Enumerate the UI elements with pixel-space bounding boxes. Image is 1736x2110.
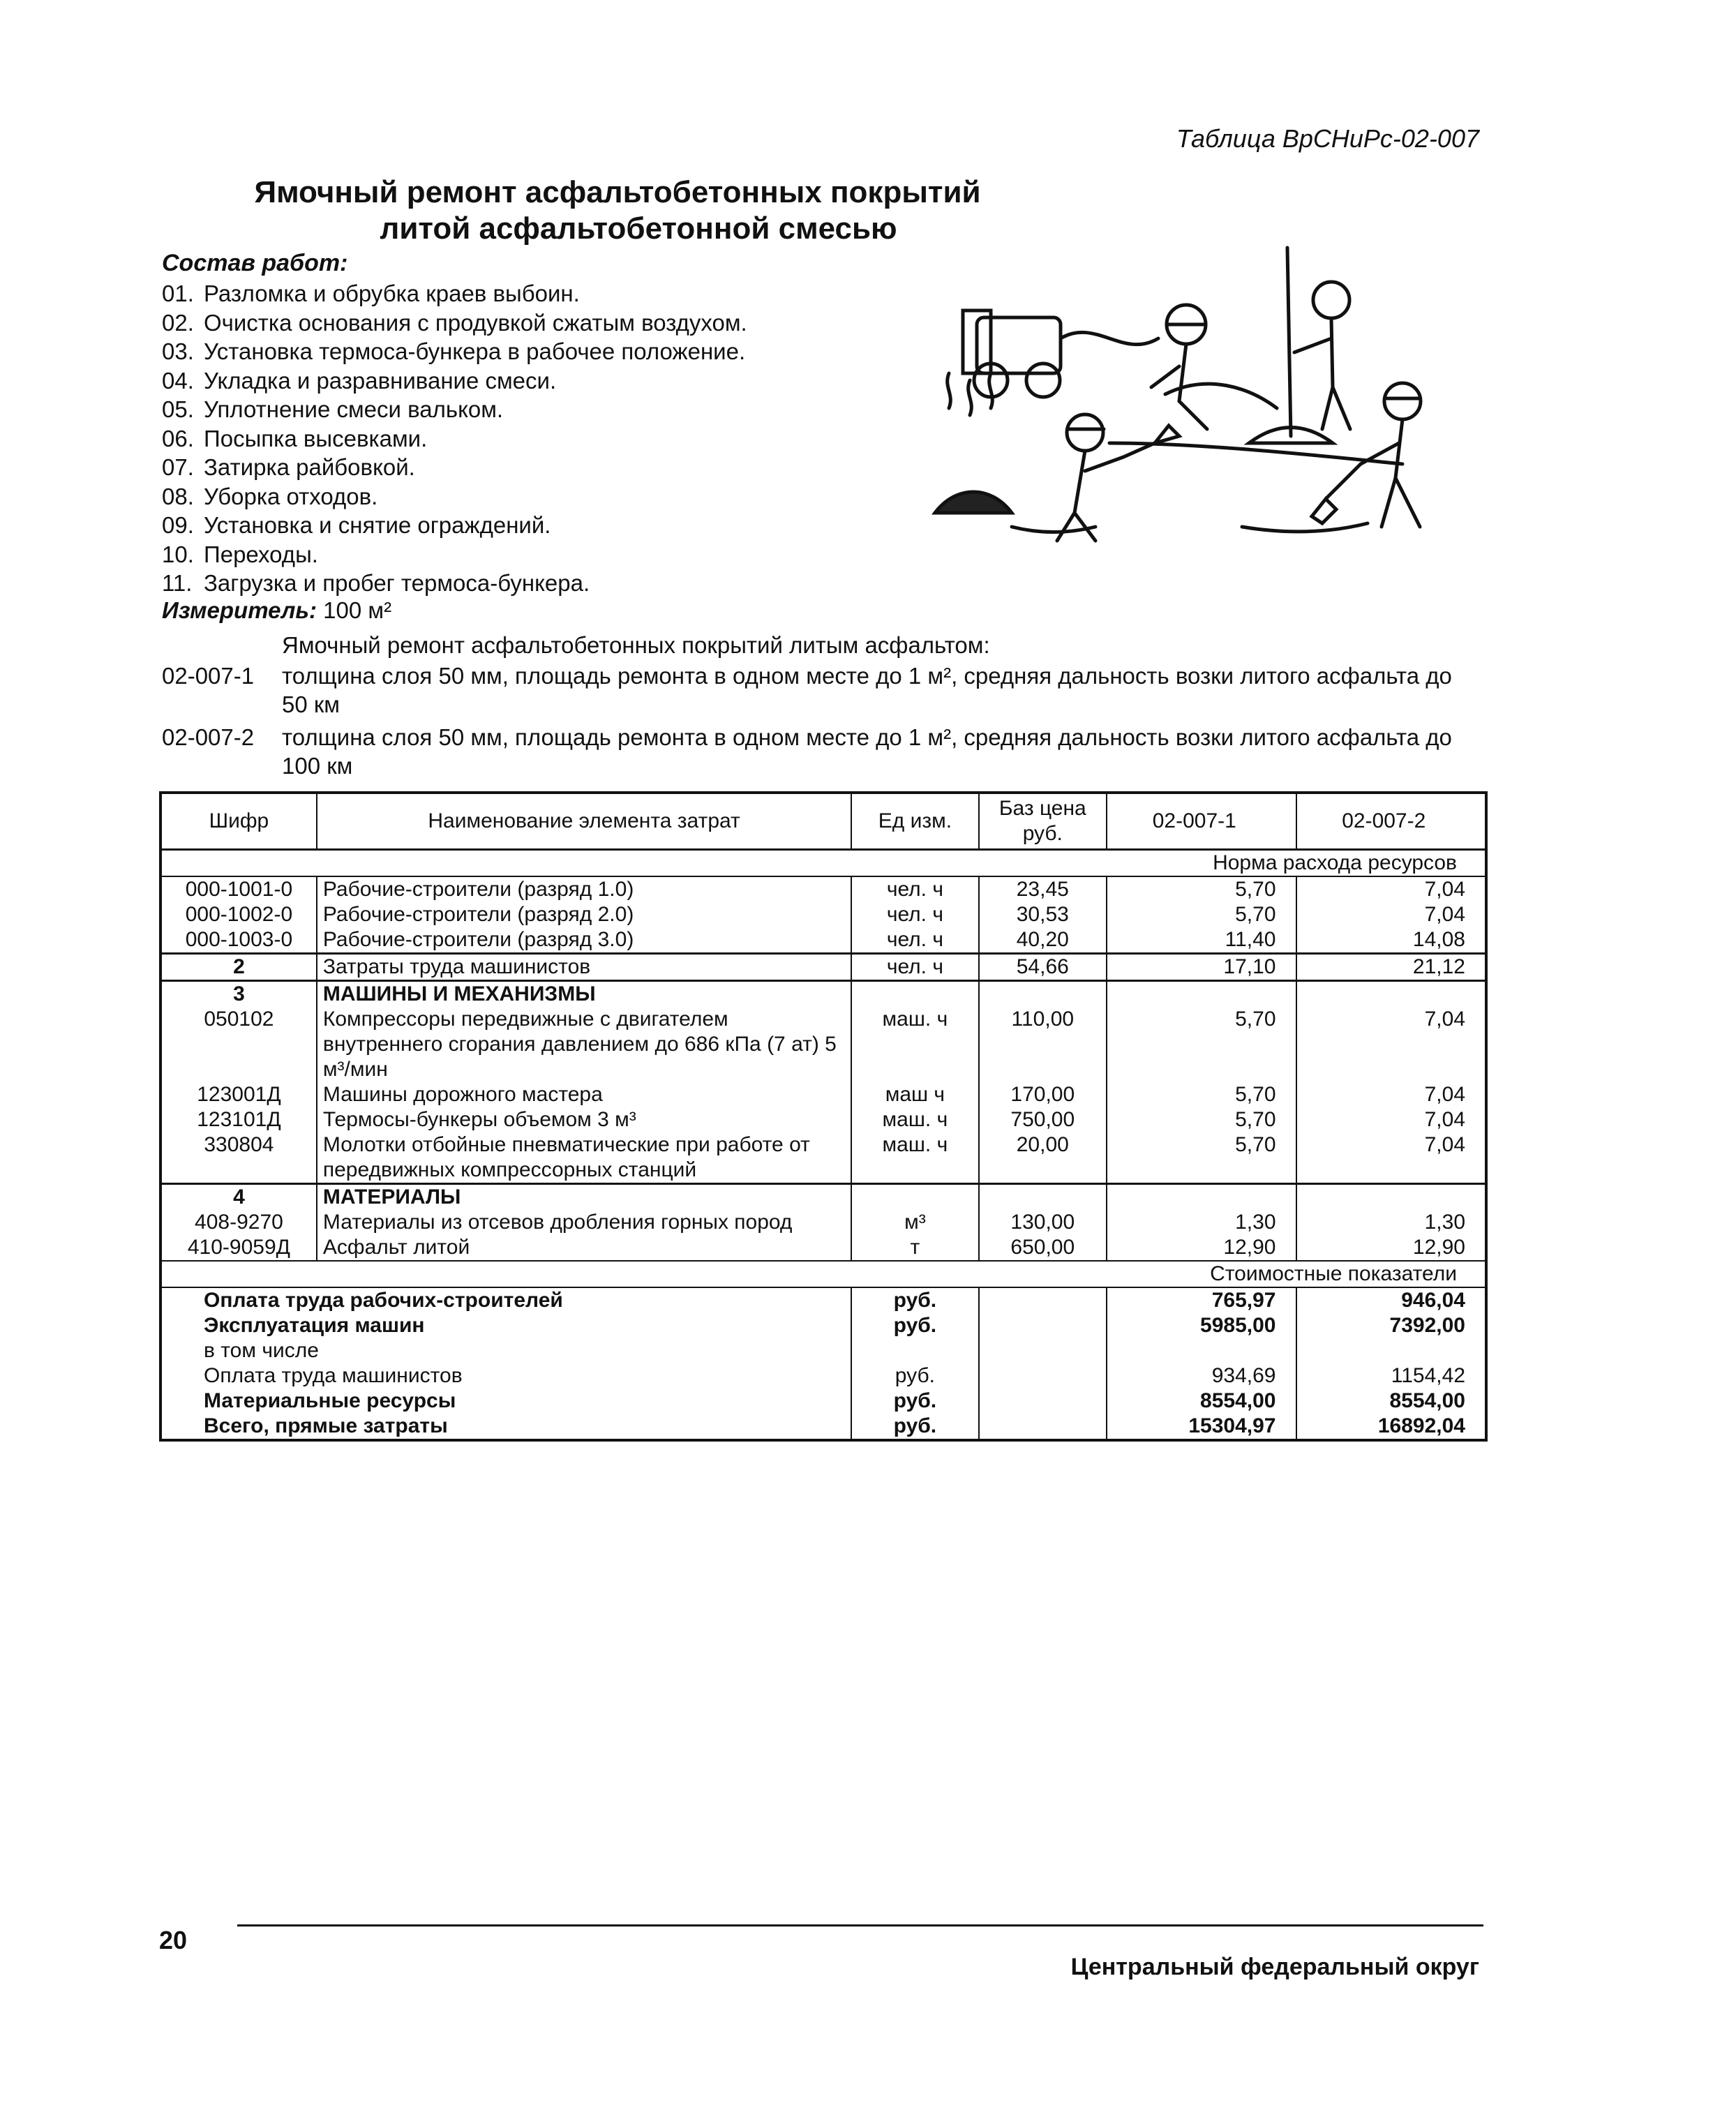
table-row: 000-1002-0 Рабочие-строители (разряд 2.0) чел. ч 30,53 5,70 7,04 — [160, 902, 1486, 927]
operation-item: 02. Очистка основания с продувкой сжатым воздухом. — [162, 309, 747, 336]
cost-row: Материальные ресурсы руб. 8554,00 8554,00 — [160, 1389, 1486, 1414]
cost-row: Оплата труда рабочих-строителей руб. 765,97 946,04 — [160, 1287, 1486, 1313]
operations-list — [162, 279, 747, 598]
operation-item: 08. Уборка отходов. — [162, 483, 378, 509]
variant-description: толщина слоя 50 мм, площадь ремонта в одном месте до 1 м², средняя дальность возки литого асфальта до 100 км — [282, 724, 1452, 779]
table-header-row — [160, 793, 1486, 850]
table-row: 2 Затраты труда машинистов чел. ч 54,66 17,10 21,12 — [160, 954, 1486, 981]
variant-code: 02-007-1 — [162, 663, 255, 689]
table-row: 123101Д Термосы-бункеры объемом 3 м³ маш. ч 750,00 5,70 7,04 — [160, 1107, 1486, 1132]
operation-item: 01. Разломка и обрубка краев выбоин. — [162, 280, 580, 306]
table-row: 000-1001-0 Рабочие-строители (разряд 1.0) чел. ч 23,45 5,70 7,04 — [160, 876, 1486, 902]
operation-item: 09. Установка и снятие ограждений. — [162, 512, 551, 538]
measure-line — [162, 597, 391, 624]
cost-row: Оплата труда машинистов руб. 934,69 1154,42 — [160, 1363, 1486, 1389]
operation-item: 03. Установка термоса-бункера в рабочее положение. — [162, 338, 746, 364]
operation-item: 07. Затирка райбовкой. — [162, 454, 415, 480]
cost-band-row — [160, 1261, 1486, 1287]
table-row: 123001Д Машины дорожного мастера маш ч 170,00 5,70 7,04 — [160, 1082, 1486, 1107]
measure-value: 100 м² — [323, 597, 392, 623]
resource-norms-table — [159, 791, 1488, 1442]
variant-item — [162, 661, 1481, 719]
title-line-1: Ямочный ремонт асфальтобетонных покрытий — [254, 175, 981, 209]
title-line-2: литой асфальтобетонной смесью — [380, 211, 897, 246]
table-row: 000-1003-0 Рабочие-строители (разряд 3.0) чел. ч 40,20 11,40 14,08 — [160, 927, 1486, 954]
table-row: 330804 Молотки отбойные пневматические при работе от передвижных компрессорных станций маш. ч 20,00 5,70 7,04 — [160, 1132, 1486, 1184]
header-unit: Ед изм. — [851, 793, 978, 850]
footer-rule — [237, 1924, 1483, 1926]
section-row-machines: 3 МАШИНЫ И МЕХАНИЗМЫ — [160, 981, 1486, 1008]
operation-item: 06. Посыпка высевками. — [162, 425, 428, 451]
norm-band-row — [160, 850, 1486, 877]
page-number: 20 — [159, 1926, 188, 1954]
norm-band-label: Норма расхода ресурсов — [160, 850, 1486, 877]
operation-item: 05. Уплотнение смеси вальком. — [162, 396, 504, 422]
cost-row: Эксплуатация машин руб. 5985,00 7392,00 — [160, 1313, 1486, 1338]
table-row: 408-9270 Материалы из отсевов дробления горных пород м³ 130,00 1,30 1,30 — [160, 1210, 1486, 1235]
road-workers-illustration — [914, 234, 1486, 562]
work-composition-heading: Состав работ: — [162, 250, 348, 276]
header-name: Наименование элемента затрат — [317, 793, 851, 850]
variant-description: толщина слоя 50 мм, площадь ремонта в одном месте до 1 м², средняя дальность возки литого асфальта до 50 км — [282, 663, 1452, 717]
variants-intro: Ямочный ремонт асфальтобетонных покрытий литым асфальтом: — [282, 632, 990, 658]
cost-band-label: Стоимостные показатели — [160, 1261, 1486, 1287]
operation-item: 11. Загрузка и пробег термоса-бункера. — [162, 570, 590, 596]
header-code: Шифр — [160, 793, 317, 850]
cost-row: Всего, прямые затраты руб. 15304,97 16892,04 — [160, 1414, 1486, 1440]
table-row: 410-9059Д Асфальт литой т 650,00 12,90 12,90 — [160, 1235, 1486, 1261]
operation-item: 10. Переходы. — [162, 541, 318, 567]
section-row-materials: 4 МАТЕРИАЛЫ — [160, 1184, 1486, 1211]
variant-code: 02-007-2 — [162, 724, 255, 750]
table-row: 050102 Компрессоры передвижные с двигателем внутреннего сгорания давлением до 686 кПа (7 ат) 5 м³/мин маш. ч 110,00 5,70 7,04 — [160, 1007, 1486, 1082]
table-identifier: Таблица ВрСНиРс-02-007 — [1176, 124, 1479, 153]
operation-item: 04. Укладка и разравнивание смеси. — [162, 367, 557, 394]
header-price: Баз цена руб. — [979, 793, 1107, 850]
header-variant-2: 02-007-2 — [1296, 793, 1487, 850]
variant-item — [162, 723, 1481, 780]
footer-region: Центральный федеральный округ — [1070, 1954, 1479, 1980]
header-variant-1: 02-007-1 — [1107, 793, 1296, 850]
measure-label: Измеритель: — [162, 597, 317, 623]
cost-row: в том числе — [160, 1338, 1486, 1363]
